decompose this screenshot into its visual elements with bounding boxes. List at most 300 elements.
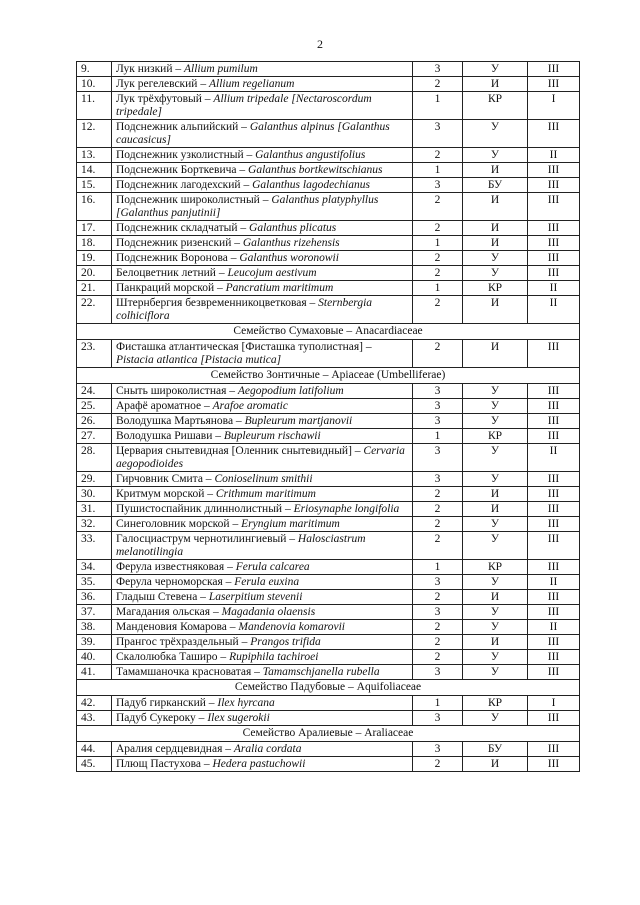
rarity-category: 1	[413, 281, 463, 296]
species-name	[112, 221, 413, 236]
latin-name: Ferula euxina	[234, 576, 300, 588]
rarity-category: 2	[413, 650, 463, 665]
priority-level: III	[528, 221, 580, 236]
priority-level: III	[528, 517, 580, 532]
latin-name: Halosciastrum melanotilingia	[116, 533, 366, 558]
row-number: 42.	[77, 696, 112, 711]
latin-name: Galanthus plicatus	[249, 222, 337, 234]
rarity-category: 2	[413, 340, 463, 368]
species-name	[112, 650, 413, 665]
species-name	[112, 575, 413, 590]
species-name	[112, 340, 413, 368]
row-number: 24.	[77, 384, 112, 399]
table-row	[77, 236, 580, 251]
status-code: И	[463, 340, 528, 368]
rarity-category: 2	[413, 532, 463, 560]
species-name	[112, 92, 413, 120]
species-name	[112, 399, 413, 414]
latin-name: Aegopodium latifolium	[237, 385, 344, 397]
species-name	[112, 532, 413, 560]
rarity-category: 3	[413, 665, 463, 680]
species-table	[76, 61, 580, 772]
row-number: 14.	[77, 163, 112, 178]
priority-level: III	[528, 340, 580, 368]
row-number: 17.	[77, 221, 112, 236]
table-row	[77, 251, 580, 266]
rarity-category: 3	[413, 444, 463, 472]
row-number: 33.	[77, 532, 112, 560]
species-name	[112, 281, 413, 296]
species-name	[112, 757, 413, 772]
rarity-category: 2	[413, 635, 463, 650]
rarity-category: 3	[413, 711, 463, 726]
russian-name: Подснежник лагодехский –	[116, 179, 253, 191]
table-row	[77, 340, 580, 368]
russian-name: Лук регелевский –	[116, 78, 209, 90]
species-name	[112, 635, 413, 650]
status-code: И	[463, 163, 528, 178]
latin-name: Laserpitium stevenii	[208, 591, 303, 603]
table-row	[77, 472, 580, 487]
table-row	[77, 148, 580, 163]
species-name	[112, 384, 413, 399]
rarity-category: 1	[413, 696, 463, 711]
latin-name: Eryngium maritimum	[241, 518, 340, 530]
rarity-category: 2	[413, 251, 463, 266]
russian-name: Лук низкий –	[116, 63, 184, 75]
priority-level: III	[528, 266, 580, 281]
row-number: 40.	[77, 650, 112, 665]
priority-level: III	[528, 502, 580, 517]
priority-level: III	[528, 650, 580, 665]
species-name	[112, 429, 413, 444]
rarity-category: 2	[413, 502, 463, 517]
row-number: 37.	[77, 605, 112, 620]
russian-name: Скалолюбка Таширо –	[116, 651, 230, 663]
row-number: 30.	[77, 487, 112, 502]
status-code: И	[463, 635, 528, 650]
table-row	[77, 266, 580, 281]
rarity-category: 1	[413, 560, 463, 575]
table-row	[77, 742, 580, 757]
latin-name: Galanthus rizehensis	[242, 237, 340, 249]
table-row	[77, 575, 580, 590]
russian-name: Прангос трёхраздельный –	[116, 636, 251, 648]
family-header-row	[77, 726, 580, 742]
table-row	[77, 178, 580, 193]
russian-name: Белоцветник летний –	[116, 267, 228, 279]
russian-name: Падуб гирканский –	[116, 697, 218, 709]
rarity-category: 3	[413, 399, 463, 414]
russian-name: Арафё ароматное –	[116, 400, 213, 412]
species-name	[112, 178, 413, 193]
latin-name: Galanthus alpinus [Galanthus caucasicus]	[116, 121, 390, 146]
family-header: Семейство Аралиевые – Araliaceae	[77, 726, 580, 742]
table-row	[77, 620, 580, 635]
rarity-category: 2	[413, 296, 463, 324]
status-code: У	[463, 575, 528, 590]
status-code: У	[463, 605, 528, 620]
status-code: И	[463, 236, 528, 251]
table-row	[77, 92, 580, 120]
table-row	[77, 696, 580, 711]
table-row	[77, 281, 580, 296]
table-row	[77, 444, 580, 472]
table-row	[77, 650, 580, 665]
rarity-category: 3	[413, 575, 463, 590]
latin-name: Hedera pastuchowii	[212, 758, 306, 770]
table-row	[77, 605, 580, 620]
species-name	[112, 560, 413, 575]
russian-name: Цервария снытевидная [Оленник снытевидный] –	[116, 445, 364, 457]
russian-name: Галосциаструм чернотилингиевый –	[116, 533, 298, 545]
priority-level: III	[528, 236, 580, 251]
latin-name: Bupleurum rischawii	[223, 430, 321, 442]
status-code: И	[463, 502, 528, 517]
rarity-category: 3	[413, 62, 463, 77]
russian-name: Панкраций морской –	[116, 282, 226, 294]
row-number: 34.	[77, 560, 112, 575]
species-name	[112, 517, 413, 532]
table-row	[77, 517, 580, 532]
table-row	[77, 221, 580, 236]
russian-name: Пушистоспайник длиннолистный –	[116, 503, 294, 515]
species-table-body	[77, 62, 580, 772]
row-number: 23.	[77, 340, 112, 368]
status-code: У	[463, 665, 528, 680]
russian-name: Ферула известняковая –	[116, 561, 236, 573]
family-header: Семейство Падубовые – Aquifoliaceae	[77, 680, 580, 696]
row-number: 10.	[77, 77, 112, 92]
priority-level: III	[528, 120, 580, 148]
priority-level: III	[528, 62, 580, 77]
row-number: 22.	[77, 296, 112, 324]
rarity-category: 3	[413, 472, 463, 487]
russian-name: Подснежник широколистный –	[116, 194, 272, 206]
table-row	[77, 163, 580, 178]
rarity-category: 3	[413, 384, 463, 399]
row-number: 21.	[77, 281, 112, 296]
latin-name: Prangos trifida	[250, 636, 321, 648]
species-name	[112, 148, 413, 163]
rarity-category: 2	[413, 620, 463, 635]
rarity-category: 2	[413, 266, 463, 281]
rarity-category: 3	[413, 178, 463, 193]
table-row	[77, 399, 580, 414]
species-name	[112, 193, 413, 221]
species-name	[112, 590, 413, 605]
row-number: 41.	[77, 665, 112, 680]
priority-level: II	[528, 148, 580, 163]
status-code: И	[463, 590, 528, 605]
status-code: КР	[463, 560, 528, 575]
latin-name: Galanthus woronowii	[239, 252, 339, 264]
priority-level: III	[528, 251, 580, 266]
status-code: БУ	[463, 178, 528, 193]
latin-name: Galanthus platyphyllus [Galanthus panjutinii]	[116, 194, 379, 219]
table-row	[77, 711, 580, 726]
latin-name: Eriosynaphe longifolia	[293, 503, 400, 515]
row-number: 27.	[77, 429, 112, 444]
species-name	[112, 236, 413, 251]
species-name	[112, 502, 413, 517]
species-name	[112, 444, 413, 472]
latin-name: Bupleurum martjanovii	[244, 415, 353, 427]
rarity-category: 1	[413, 163, 463, 178]
rarity-category: 3	[413, 120, 463, 148]
row-number: 29.	[77, 472, 112, 487]
priority-level: III	[528, 590, 580, 605]
table-row	[77, 429, 580, 444]
russian-name: Штернбергия безвременникоцветковая –	[116, 297, 319, 309]
priority-level: III	[528, 384, 580, 399]
row-number: 38.	[77, 620, 112, 635]
species-name	[112, 711, 413, 726]
priority-level: III	[528, 532, 580, 560]
species-name	[112, 696, 413, 711]
russian-name: Ферула черноморская –	[116, 576, 235, 588]
status-code: БУ	[463, 742, 528, 757]
family-header-row	[77, 680, 580, 696]
row-number: 16.	[77, 193, 112, 221]
priority-level: III	[528, 635, 580, 650]
latin-name: Ilex hyrcana	[217, 697, 275, 709]
status-code: У	[463, 650, 528, 665]
rarity-category: 1	[413, 92, 463, 120]
status-code: У	[463, 399, 528, 414]
species-name	[112, 251, 413, 266]
row-number: 39.	[77, 635, 112, 650]
rarity-category: 2	[413, 148, 463, 163]
priority-level: II	[528, 281, 580, 296]
row-number: 35.	[77, 575, 112, 590]
species-name	[112, 472, 413, 487]
species-name	[112, 605, 413, 620]
row-number: 45.	[77, 757, 112, 772]
priority-level: II	[528, 575, 580, 590]
rarity-category: 3	[413, 414, 463, 429]
latin-name: Galanthus angustifolius	[255, 149, 366, 161]
species-name	[112, 665, 413, 680]
status-code: У	[463, 517, 528, 532]
table-row	[77, 77, 580, 92]
status-code: У	[463, 620, 528, 635]
status-code: У	[463, 532, 528, 560]
russian-name: Гирчовник Смита –	[116, 473, 215, 485]
row-number: 9.	[77, 62, 112, 77]
species-name	[112, 163, 413, 178]
row-number: 19.	[77, 251, 112, 266]
russian-name: Подснежник Воронова –	[116, 252, 240, 264]
russian-name: Плющ Пастухова –	[116, 758, 213, 770]
status-code: У	[463, 148, 528, 163]
table-row	[77, 665, 580, 680]
russian-name: Синеголовник морской –	[116, 518, 242, 530]
latin-name: Leucojum aestivum	[227, 267, 317, 279]
priority-level: III	[528, 757, 580, 772]
rarity-category: 2	[413, 77, 463, 92]
priority-level: I	[528, 92, 580, 120]
russian-name: Подснежник альпийский –	[116, 121, 250, 133]
species-name	[112, 414, 413, 429]
russian-name: Сныть широколистная –	[116, 385, 238, 397]
rarity-category: 3	[413, 742, 463, 757]
russian-name: Подснежник узколистный –	[116, 149, 256, 161]
priority-level: III	[528, 399, 580, 414]
status-code: И	[463, 757, 528, 772]
latin-name: Pancratium maritimum	[225, 282, 334, 294]
rarity-category: 2	[413, 590, 463, 605]
status-code: У	[463, 251, 528, 266]
row-number: 18.	[77, 236, 112, 251]
priority-level: III	[528, 193, 580, 221]
priority-level: III	[528, 163, 580, 178]
row-number: 11.	[77, 92, 112, 120]
priority-level: III	[528, 711, 580, 726]
status-code: И	[463, 77, 528, 92]
species-name	[112, 296, 413, 324]
russian-name: Подснежник ризенский –	[116, 237, 243, 249]
priority-level: III	[528, 77, 580, 92]
status-code: И	[463, 296, 528, 324]
species-name	[112, 120, 413, 148]
russian-name: Подснежник Борткевича –	[116, 164, 249, 176]
priority-level: III	[528, 665, 580, 680]
priority-level: I	[528, 696, 580, 711]
table-row	[77, 487, 580, 502]
status-code: У	[463, 444, 528, 472]
species-name	[112, 266, 413, 281]
latin-name: Galanthus lagodechianus	[252, 179, 370, 191]
row-number: 44.	[77, 742, 112, 757]
russian-name: Аралия сердцевидная –	[116, 743, 234, 755]
latin-name: Tamamschjanella rubella	[262, 666, 380, 678]
priority-level: III	[528, 742, 580, 757]
russian-name: Володушка Мартьянова –	[116, 415, 245, 427]
species-name	[112, 487, 413, 502]
row-number: 28.	[77, 444, 112, 472]
priority-level: III	[528, 560, 580, 575]
table-row	[77, 414, 580, 429]
status-code: У	[463, 62, 528, 77]
rarity-category: 2	[413, 487, 463, 502]
status-code: У	[463, 384, 528, 399]
latin-name: Mandenovia komarovii	[238, 621, 345, 633]
table-row	[77, 62, 580, 77]
family-header-row	[77, 368, 580, 384]
russian-name: Манденовия Комарова –	[116, 621, 239, 633]
status-code: У	[463, 120, 528, 148]
rarity-category: 2	[413, 221, 463, 236]
latin-name: Pistacia atlantica [Pistacia mutica]	[116, 354, 282, 366]
row-number: 15.	[77, 178, 112, 193]
priority-level: III	[528, 429, 580, 444]
row-number: 32.	[77, 517, 112, 532]
rarity-category: 2	[413, 517, 463, 532]
row-number: 26.	[77, 414, 112, 429]
russian-name: Критмум морской –	[116, 488, 216, 500]
table-row	[77, 560, 580, 575]
status-code: И	[463, 193, 528, 221]
species-name	[112, 620, 413, 635]
row-number: 20.	[77, 266, 112, 281]
species-name	[112, 742, 413, 757]
rarity-category: 2	[413, 757, 463, 772]
russian-name: Тамамшаночка красноватая –	[116, 666, 263, 678]
priority-level: III	[528, 472, 580, 487]
latin-name: Arafoe aromatic	[212, 400, 288, 412]
russian-name: Фисташка атлантическая [Фисташка туполистная] –	[116, 341, 372, 353]
priority-level: II	[528, 296, 580, 324]
latin-name: Allium regelianum	[208, 78, 295, 90]
russian-name: Гладыш Стевена –	[116, 591, 209, 603]
family-header-row	[77, 324, 580, 340]
row-number: 12.	[77, 120, 112, 148]
rarity-category: 3	[413, 605, 463, 620]
latin-name: Sternbergia colhiciflora	[116, 297, 373, 322]
latin-name: Allium tripedale [Nectaroscordum tripedale]	[116, 93, 372, 118]
species-name	[112, 62, 413, 77]
priority-level: III	[528, 605, 580, 620]
table-row	[77, 193, 580, 221]
status-code: И	[463, 487, 528, 502]
family-header: Семейство Зонтичные – Apiaceae (Umbelliferae)	[77, 368, 580, 384]
page-number: 2	[317, 37, 323, 51]
table-row	[77, 296, 580, 324]
status-code: У	[463, 414, 528, 429]
rarity-category: 1	[413, 236, 463, 251]
status-code: У	[463, 711, 528, 726]
latin-name: Magadania olaensis	[221, 606, 316, 618]
russian-name: Магадания ольская –	[116, 606, 222, 618]
status-code: У	[463, 472, 528, 487]
russian-name: Подснежник складчатый –	[116, 222, 250, 234]
priority-level: II	[528, 444, 580, 472]
russian-name: Падуб Сукероку –	[116, 712, 208, 724]
priority-level: III	[528, 178, 580, 193]
status-code: КР	[463, 429, 528, 444]
priority-level: III	[528, 414, 580, 429]
table-row	[77, 635, 580, 650]
status-code: И	[463, 221, 528, 236]
row-number: 13.	[77, 148, 112, 163]
russian-name: Лук трёхфутовый –	[116, 93, 214, 105]
table-row	[77, 384, 580, 399]
rarity-category: 2	[413, 193, 463, 221]
row-number: 43.	[77, 711, 112, 726]
table-row	[77, 120, 580, 148]
priority-level: III	[528, 487, 580, 502]
row-number: 31.	[77, 502, 112, 517]
species-name	[112, 77, 413, 92]
table-row	[77, 532, 580, 560]
row-number: 36.	[77, 590, 112, 605]
row-number: 25.	[77, 399, 112, 414]
latin-name: Conioselinum smithii	[214, 473, 313, 485]
latin-name: Cervaria aegopodioides	[116, 445, 405, 470]
latin-name: Galanthus bortkewitschianus	[248, 164, 383, 176]
status-code: У	[463, 266, 528, 281]
latin-name: Crithmum maritimum	[215, 488, 316, 500]
latin-name: Allium pumilum	[183, 63, 258, 75]
latin-name: Ferula calcarea	[235, 561, 310, 573]
table-row	[77, 757, 580, 772]
latin-name: Ilex sugerokii	[207, 712, 270, 724]
table-row	[77, 590, 580, 605]
status-code: КР	[463, 281, 528, 296]
russian-name: Володушка Ришави –	[116, 430, 224, 442]
table-row	[77, 502, 580, 517]
